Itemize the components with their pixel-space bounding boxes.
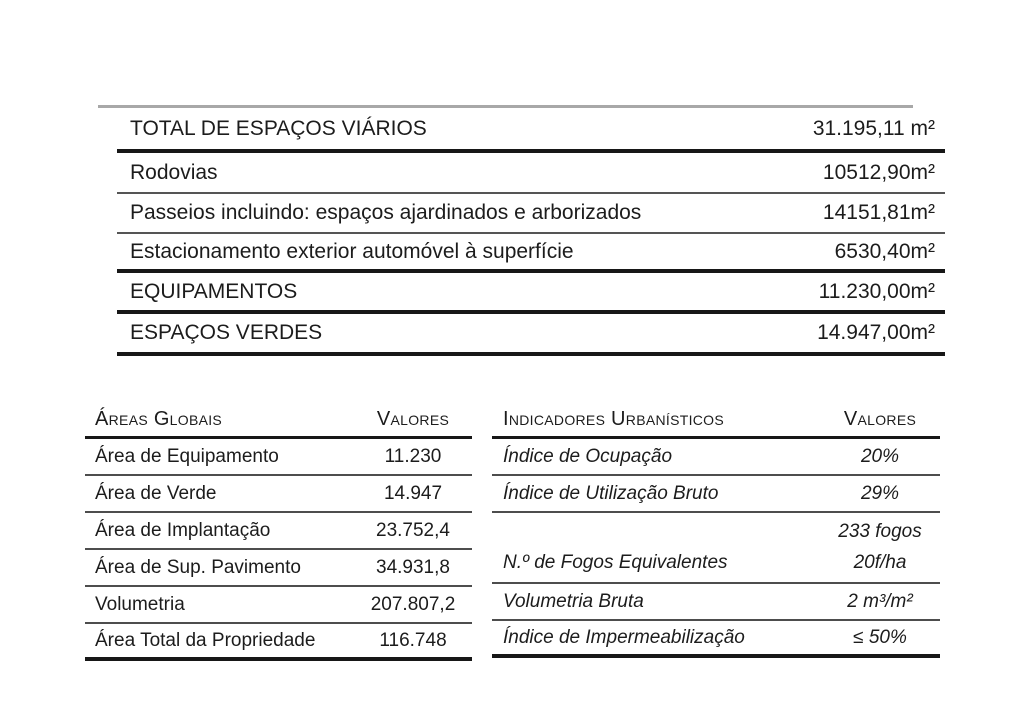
areas-globais-table — [85, 403, 472, 661]
table-row — [117, 153, 945, 194]
table-row — [117, 273, 945, 314]
header-valores: Valores — [843, 408, 917, 430]
row-label: EQUIPAMENTOS — [130, 279, 298, 303]
table-row — [492, 584, 940, 621]
row-label: N.º de Fogos Equivalentes — [503, 551, 728, 573]
header-areas-globais: Áreas Globais — [95, 408, 223, 430]
row-label: TOTAL DE ESPAÇOS VIÁRIOS — [130, 116, 427, 140]
row-label: Área Total da Propriedade — [95, 629, 316, 651]
row-label: Área de Verde — [95, 482, 217, 504]
row-value: 11.230,00m² — [818, 279, 935, 303]
table-row — [117, 108, 945, 153]
table-row — [85, 513, 472, 550]
table-header-row — [492, 403, 940, 439]
table-row-fogos-equivalentes — [492, 513, 940, 584]
row-label: Volumetria — [95, 593, 185, 615]
row-value: 11.230 — [384, 445, 442, 467]
row-value: 6530,40m² — [834, 239, 935, 263]
row-value: 2 m³/m² — [847, 590, 913, 612]
row-label: Área de Equipamento — [95, 445, 279, 467]
row-value: 116.748 — [379, 629, 447, 651]
indicadores-urbanisticos-table — [492, 403, 940, 658]
row-label: Área de Implantação — [95, 519, 271, 541]
table-row — [492, 439, 940, 476]
row-line-bottom — [492, 552, 940, 574]
row-value: 23.752,4 — [376, 519, 450, 541]
row-label: Índice de Impermeabilização — [503, 626, 745, 648]
espacos-viarios-table — [117, 108, 945, 356]
table-row — [492, 621, 940, 658]
row-line-top — [492, 521, 940, 543]
table-row — [117, 194, 945, 234]
row-value: 233 fogos — [838, 521, 922, 543]
table-row — [117, 314, 945, 356]
row-label: Volumetria Bruta — [503, 590, 644, 612]
row-label: Rodovias — [130, 160, 218, 184]
row-label: Área de Sup. Pavimento — [95, 556, 301, 578]
row-value: ≤ 50% — [853, 626, 907, 648]
table-header-row — [85, 403, 472, 439]
row-value: 20% — [860, 445, 900, 467]
row-label: Índice de Utilização Bruto — [503, 482, 719, 504]
row-label: ESPAÇOS VERDES — [130, 321, 323, 344]
row-value: 14.947 — [383, 482, 443, 504]
row-value: 14.947,00m² — [817, 321, 935, 344]
row-value: 10512,90m² — [822, 160, 935, 184]
table-row — [85, 587, 472, 624]
row-label: Índice de Ocupação — [503, 445, 673, 467]
header-indicadores-urbanisticos: Indicadores Urbanísticos — [503, 408, 725, 430]
table-row — [85, 476, 472, 513]
row-value: 34.931,8 — [376, 556, 450, 578]
row-label: Passeios incluindo: espaços ajardinados e arborizados — [130, 201, 642, 224]
table-row — [85, 550, 472, 587]
row-value: 14151,81m² — [822, 201, 935, 224]
table-row — [85, 439, 472, 476]
row-value: 207.807,2 — [370, 593, 456, 615]
table-row — [117, 234, 945, 273]
row-value: 29% — [860, 482, 900, 504]
row-value: 20f/ha — [853, 551, 907, 573]
row-value: 31.195,11 m² — [812, 116, 935, 140]
header-valores: Valores — [376, 408, 450, 430]
row-label: Estacionamento exterior automóvel à superfície — [130, 239, 574, 263]
table-row — [492, 476, 940, 513]
table-row — [85, 624, 472, 661]
